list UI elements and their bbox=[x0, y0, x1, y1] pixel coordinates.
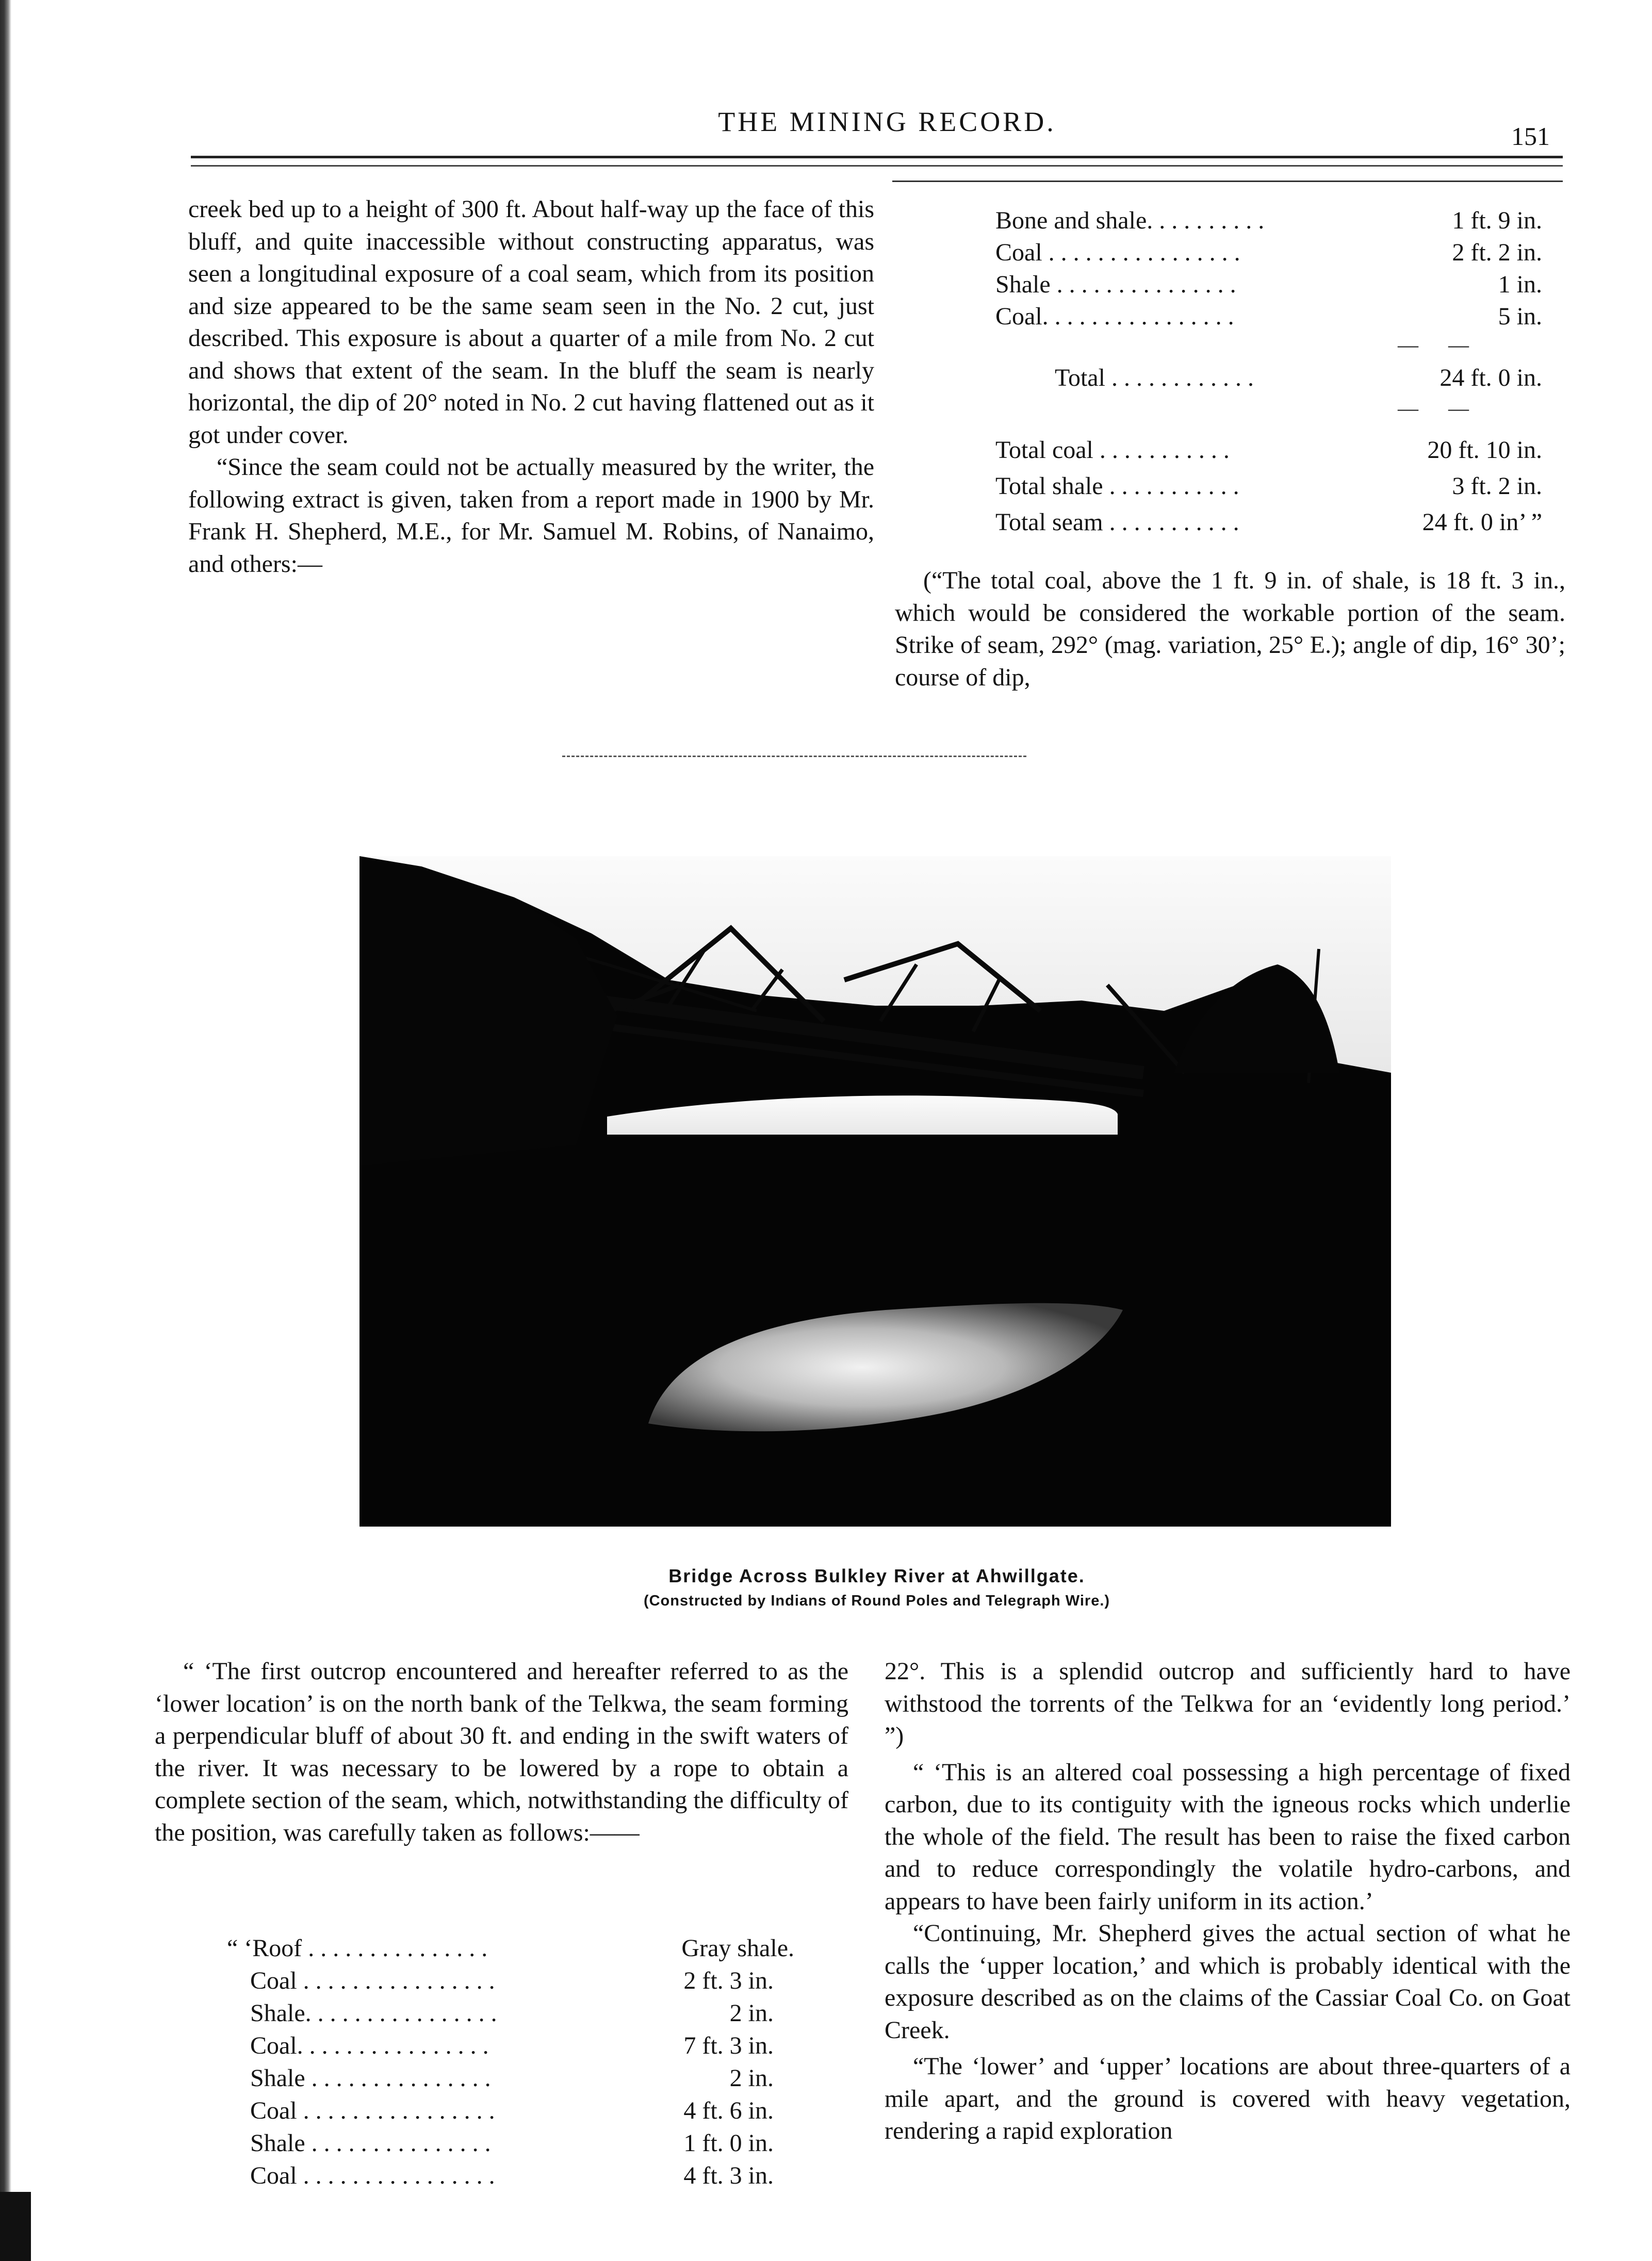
page-number: 151 bbox=[1511, 122, 1550, 151]
table-total-rule: — — bbox=[1398, 397, 1481, 420]
table-row-value: 2 ft. 2 in. bbox=[1452, 239, 1542, 266]
table-row-label: Shale . . . . . . . . . . . . . . . bbox=[250, 2129, 491, 2157]
table-row-label: Shale . . . . . . . . . . . . . . . bbox=[250, 2065, 491, 2092]
table-row-label: Total . . . . . . . . . . . . bbox=[1055, 364, 1254, 391]
seam-section-table-upper bbox=[995, 206, 1573, 557]
table-row-value: 2 in. bbox=[729, 2065, 774, 2092]
table-row-value: 4 ft. 3 in. bbox=[683, 2162, 774, 2189]
column-top-right bbox=[895, 565, 1565, 694]
table-row-value: 20 ft. 10 in. bbox=[1427, 436, 1542, 464]
paragraph: “Since the seam could not be actually measured by the writer, the following extract is given, taken from a report made in 1900 by Mr. Frank H. Shepherd, M.E., for Mr. Samuel M. Robins, of Nanaimo, and others:— bbox=[188, 453, 874, 578]
table-row-value: 1 in. bbox=[1498, 271, 1542, 298]
table-row-value: 2 in. bbox=[729, 2000, 774, 2027]
table-row-value: 4 ft. 6 in. bbox=[683, 2097, 774, 2124]
table-row-value: 2 ft. 3 in. bbox=[683, 1967, 774, 1994]
table-row-value: 5 in. bbox=[1498, 303, 1542, 330]
table-row-label: Coal. . . . . . . . . . . . . . . . bbox=[995, 303, 1234, 330]
paragraph: creek bed up to a height of 300 ft. About half-way up the face of this bluff, and quite inaccessible without constructing apparatus, was seen a longitudinal exposure of a coal seam, which from its position and size appeared to be the same seam seen in the No. 2 cut, just described. This exposure is about a quarter of a mile from No. 2 cut and shows that extent of the seam. In the bluff the seam is nearly horizontal, the dip of 20° noted in No. 2 cut having flattened out as it got under cover. bbox=[188, 195, 874, 449]
bridge-photo-illustration bbox=[359, 856, 1391, 1527]
table-row-label: Total seam . . . . . . . . . . . bbox=[995, 509, 1239, 536]
paragraph: “ ‘The first outcrop encountered and hereafter referred to as the ‘lower location’ is on the north bank of the Telkwa, the seam forming a perpendicular bluff of about 30 ft. and ending in the swift waters of the river. It was necessary to be lowered by a rope to obtain a complete section of the seam, which, notwithstanding the difficulty of the position, was carefully taken as follows:—— bbox=[155, 1658, 848, 1846]
column-bottom-left bbox=[155, 1656, 848, 1849]
table-row-label: Coal . . . . . . . . . . . . . . . . bbox=[250, 2097, 495, 2124]
paragraph: 22°. This is a splendid outcrop and sufficiently hard to have withstood the torrents of the Telkwa for an ‘evidently long period.’ ”) bbox=[885, 1658, 1571, 1749]
table-row-label: Coal. . . . . . . . . . . . . . . . bbox=[250, 2032, 489, 2059]
table-row-label: Shale. . . . . . . . . . . . . . . . bbox=[250, 2000, 497, 2027]
running-header-title: THE MINING RECORD. bbox=[718, 106, 1056, 137]
table-row-value: 1 ft. 0 in. bbox=[683, 2129, 774, 2157]
table-row-label: Total coal . . . . . . . . . . . bbox=[995, 436, 1230, 464]
table-row-value: 24 ft. 0 in. bbox=[1440, 364, 1542, 391]
table-row-label: Total shale . . . . . . . . . . . bbox=[995, 472, 1239, 500]
binding-corner bbox=[0, 2192, 31, 2261]
table-row-label: “ ‘Roof . . . . . . . . . . . . . . . bbox=[227, 1935, 488, 1962]
header-rule bbox=[191, 156, 1563, 158]
table-row-value: Gray shale. bbox=[681, 1935, 794, 1962]
column-top-left bbox=[188, 193, 874, 580]
paragraph: “Continuing, Mr. Shepherd gives the actual section of what he calls the ‘upper location,’ and which is probably identical with the exposure described as on the claims of the Cassiar Coal Co. on Goat Creek. bbox=[885, 1920, 1571, 2044]
bridge-photograph bbox=[359, 856, 1391, 1527]
table-row-label: Coal . . . . . . . . . . . . . . . . bbox=[995, 239, 1240, 266]
paragraph: “ ‘This is an altered coal possessing a high percentage of fixed carbon, due to its contiguity with the igneous rocks which underlie the whole of the field. The result has been to raise the fixed carbon and to reduce correspondingly the volatile hydro-carbons, and appears to have been fairly uniform in its action.’ bbox=[885, 1758, 1571, 1915]
table-total-rule: — — bbox=[1398, 333, 1481, 356]
table-row-value: 1 ft. 9 in. bbox=[1452, 207, 1542, 234]
table-row-label: Coal . . . . . . . . . . . . . . . . bbox=[250, 1967, 495, 1994]
figure-caption: Bridge Across Bulkley River at Ahwillgate. bbox=[668, 1565, 1085, 1586]
figure-subcaption: (Constructed by Indians of Round Poles and Telegraph Wire.) bbox=[643, 1593, 1110, 1609]
paragraph: “The ‘lower’ and ‘upper’ locations are about three-quarters of a mile apart, and the ground is covered with heavy vegetation, rendering a rapid exploration bbox=[885, 2053, 1571, 2144]
table-row-label: Coal . . . . . . . . . . . . . . . . bbox=[250, 2162, 495, 2189]
column-bottom-right bbox=[885, 1656, 1571, 2148]
table-row-label: Bone and shale. . . . . . . . . . bbox=[995, 207, 1265, 234]
header-rule-right bbox=[892, 181, 1563, 182]
binding-edge bbox=[0, 0, 11, 2261]
paragraph: (“The total coal, above the 1 ft. 9 in. of shale, is 18 ft. 3 in., which would be considered the workable portion of the seam. Strike of seam, 292° (mag. variation, 25° E.); angle of dip, 16° 30’; course of dip, bbox=[895, 567, 1565, 691]
header-rule-secondary bbox=[191, 165, 1563, 167]
figure-top-rule bbox=[562, 756, 1026, 757]
table-row-label: Shale . . . . . . . . . . . . . . . bbox=[995, 271, 1236, 298]
table-row-value: 3 ft. 2 in. bbox=[1452, 472, 1542, 500]
seam-section-table-lower bbox=[227, 1934, 805, 2218]
table-row-value: 7 ft. 3 in. bbox=[683, 2032, 774, 2059]
table-row-value: 24 ft. 0 in’ ” bbox=[1422, 509, 1542, 536]
